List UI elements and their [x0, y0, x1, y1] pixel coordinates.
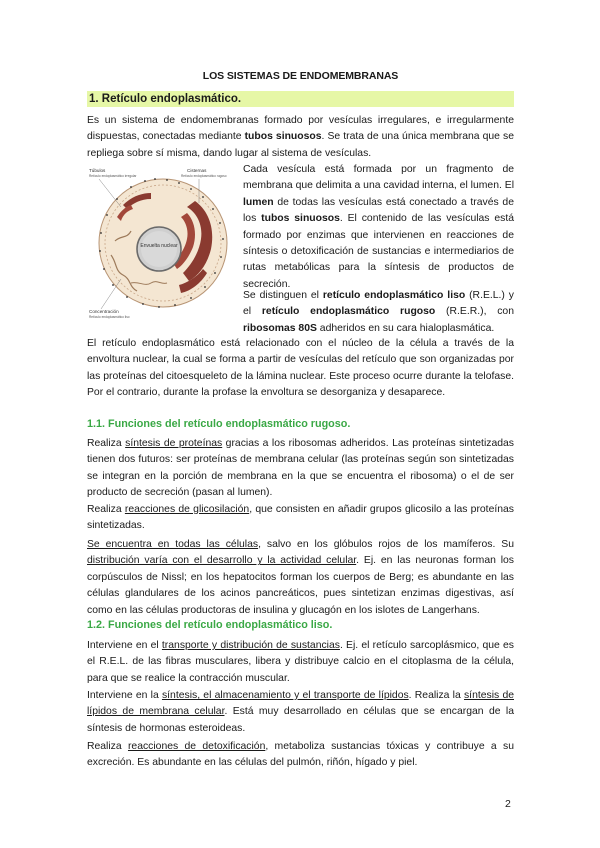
rer3-underline-1: Se encuentra en todas las células — [87, 539, 259, 550]
intro-bold-tubos: tubos sinuosos — [244, 131, 322, 143]
intro-text-1: Es un sistema de endomembranas formado por vesículas irregulares, e irregularmente dispuestas, conectadas mediante — [87, 115, 514, 143]
rer3-underline-2: distribución varía con el desarrollo y la actividad celular — [87, 555, 357, 567]
rer2-text-2: , que consisten en añadir grupos glicosilo a las proteínas sintetizadas. — [87, 504, 514, 532]
label-envuelta: Envuelta nuclear — [140, 243, 178, 249]
label-tubulos: Túbulos — [89, 168, 106, 173]
vesicle-bold-tubos: tubos sinuosos — [261, 213, 340, 225]
rel2-text-2: . Realiza la — [408, 690, 464, 701]
rel1-text-1: Interviene en el — [87, 640, 162, 651]
types-text-1: Se distinguen el — [243, 290, 323, 301]
rer-paragraph-2 — [87, 502, 514, 535]
rel2-underline-1: síntesis, el almacenamiento y el transporte de lípidos — [161, 690, 409, 701]
vesicle-paragraph — [243, 162, 514, 293]
rel-paragraph-3 — [87, 739, 514, 772]
rer3-text-1: , salvo en los glóbulos rojos de los mamíferos. Su — [258, 539, 514, 550]
rel1-underline: transporte y distribución de sustancias — [161, 640, 340, 651]
intro-paragraph — [87, 113, 514, 162]
page-number: 2 — [505, 798, 511, 810]
section-heading-rel: 1.2. Funciones del retículo endoplasmático liso. — [87, 619, 333, 631]
types-text-2: (R.E.L.) y el — [243, 290, 514, 318]
label-concentracion: Concentración — [89, 309, 119, 314]
label-tubulos-sub: Retículo endoplasmático irregular — [89, 174, 137, 178]
label-concentracion-sub: Retículo endoplasmático liso — [89, 315, 130, 319]
vesicle-bold-lumen: lumen — [243, 196, 274, 208]
rer1-underline: síntesis de proteínas — [125, 438, 223, 449]
rer2-underline: reacciones de glicosilación — [124, 504, 250, 515]
rel3-text-1: Realiza — [87, 741, 128, 752]
section-heading-rer: 1.1. Funciones del retículo endoplasmático rugoso. — [87, 418, 351, 430]
rel2-text-1: Interviene en la — [87, 690, 162, 701]
vesicle-text-3: . El contenido de las vesículas está formado por enzimas que intervienen en reacciones de síntesis o detoxificación de sustancias e intermediarios de rutas metabólicas para la síntesis de productos de secreción. — [243, 213, 514, 290]
rel1-text-2: . Ej. el retículo sarcoplásmico, que es el R.E.L. de las fibras musculares, libera y distribuye calcio en el citoplasma de la célula, para que se realice la contracción muscular. — [87, 640, 515, 684]
rer-paragraph-3 — [87, 537, 514, 619]
types-text-4: adheridos en su cara hialoplasmática. — [316, 322, 495, 334]
rer-paragraph-1 — [87, 436, 514, 502]
nucleus-paragraph: El retículo endoplasmático está relacionado con el núcleo de la célula a través de la envoltura nuclear, la cual se forma a partir de vesículas del retículo que son organizadas por las proteínas del citoesqueleto de la lámina nuclear. Este proceso ocurre durante la telofase. Por el contrario, durante la profase la envoltura se desorganiza y desaparece. — [87, 338, 514, 399]
rel-paragraph-1 — [87, 638, 514, 687]
rel3-text-2: , metaboliza sustancias tóxicas y contribuye a su excreción. Es abundante en las células del pulmón, riñón, hígado y piel. — [87, 741, 514, 769]
intro-text-2: . Se trata de una única membrana que se repliega sobre sí misma, dando lugar al sistema de vesículas. — [87, 131, 514, 159]
rel2-text-3: . Está muy desarrollado en células que se encargan de la síntesis de hormonas esteroideas. — [87, 706, 514, 734]
rer1-text-1: Realiza — [87, 438, 126, 449]
rer1-text-2: gracias a los ribosomas adheridos. Las proteínas sintetizadas tienen dos futuros: ser proteínas de membrana celular (las proteínas según son sintetizadas se integran en la porción de membrana en la que se encuentra el ribosoma) o el de ser producto de secreción (pasan al lumen). — [87, 438, 514, 499]
section-heading-reticulo: 1. Retículo endoplasmático. — [87, 91, 514, 107]
types-bold-rer: retículo endoplasmático rugoso — [261, 306, 436, 318]
types-text-3: (R.E.R.), con — [435, 306, 514, 318]
rel-paragraph-2 — [87, 688, 514, 737]
rer2-text-1: Realiza — [87, 504, 125, 515]
types-bold-rel: retículo endoplasmático liso — [322, 290, 466, 301]
types-bold-ribosomas: ribosomas 80S — [243, 322, 317, 334]
label-cisternas: Cisternas — [187, 168, 207, 173]
document-title: LOS SISTEMAS DE ENDOMEMBRANAS — [202, 70, 399, 82]
rel2-underline-2: síntesis de lípidos de membrana celular — [87, 690, 514, 718]
types-paragraph — [243, 288, 514, 337]
rer3-text-2: . Ej. en las neuronas forman los corpúsculos de Nissl; en los hepatocitos forman los cuerpos de Berg; es abundante en las células glandulares de los acinos pancreáticos, pues sintetizan enzimas digestivas, así como en las células productoras de insulina y glucagón en los islotes de Langerhans. — [87, 555, 515, 616]
label-cisternas-sub: Retículo endoplasmático rugoso — [181, 174, 227, 178]
rel3-underline: reacciones de detoxificación — [127, 741, 266, 752]
vesicle-text-1: Cada vesícula está formada por un fragmento de membrana que delimita a una cavidad interna, el lumen. El — [243, 164, 514, 192]
vesicle-text-2: de todas las vesículas está conectado a través de los — [243, 196, 514, 225]
er-diagram-figure — [87, 165, 237, 323]
